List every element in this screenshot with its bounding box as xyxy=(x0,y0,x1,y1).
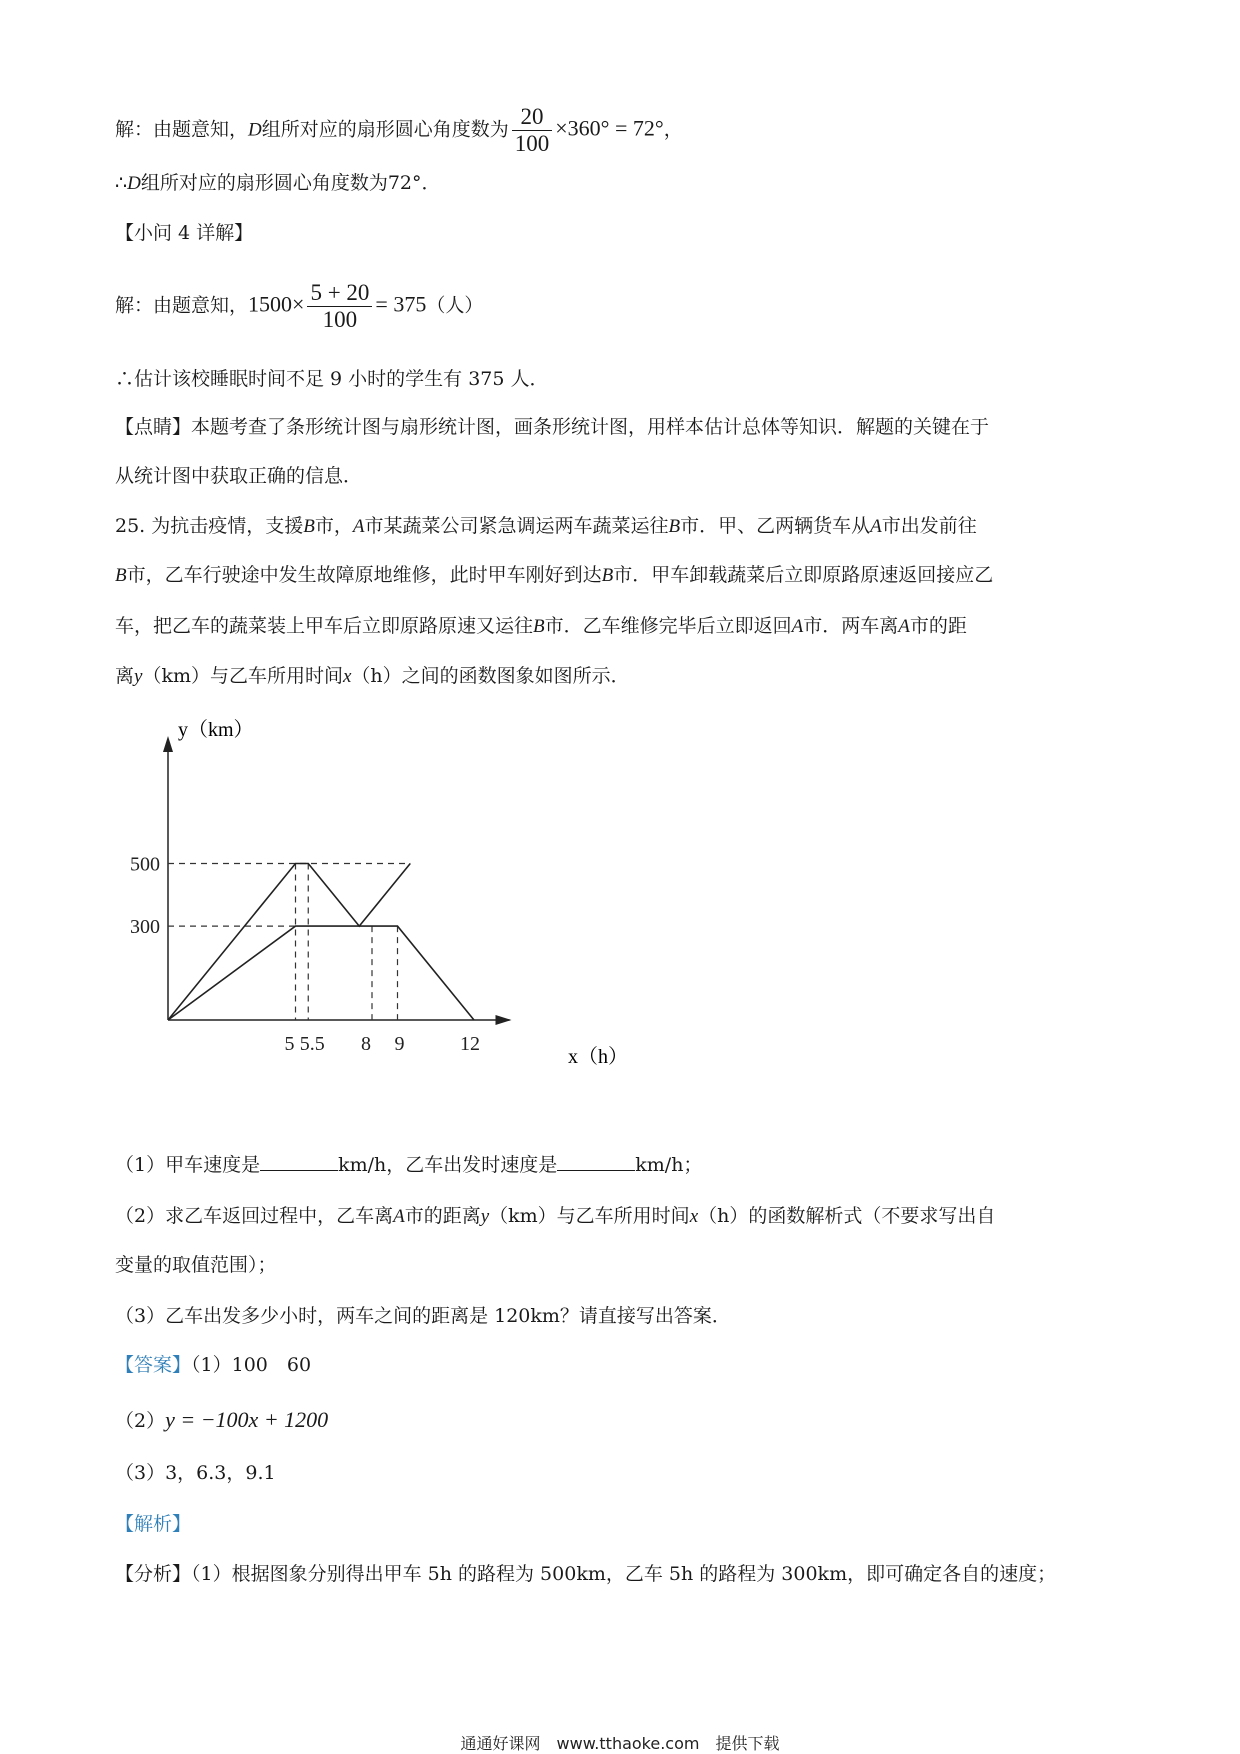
s3-frac-num: 20 xyxy=(512,104,553,131)
analysis-heading xyxy=(115,1509,191,1539)
sub-question-1 xyxy=(115,1150,702,1180)
city-a: A xyxy=(393,1206,405,1227)
x-tick-label: 5.5 xyxy=(299,1033,325,1055)
answer-blank-2[interactable] xyxy=(557,1150,635,1171)
var-y: y xyxy=(480,1206,490,1227)
q25-text: 25. 为抗击疫情，支援 xyxy=(115,515,304,537)
s4-frac-den: 100 xyxy=(322,307,358,332)
s4-expr-head: 1500× xyxy=(248,291,305,317)
sub2-text: （h）的函数解析式（不要求写出自 xyxy=(698,1205,996,1227)
sub1-text: （1）甲车速度是 xyxy=(115,1154,261,1176)
s3-text: 组所对应的扇形圆心角度数为 xyxy=(261,118,509,141)
answer-line-1 xyxy=(115,1350,311,1380)
q25-text: 市， xyxy=(314,515,353,537)
city-b: B xyxy=(115,565,127,586)
q25-text: （h）之间的函数图象如图所示． xyxy=(351,665,630,687)
s4-solution-line xyxy=(115,280,483,333)
q25-text: 市．乙车维修完毕后立即返回 xyxy=(544,615,792,637)
q25-text: 离 xyxy=(115,665,135,687)
s3-solution-line xyxy=(115,104,683,157)
y-tick-label: 300 xyxy=(130,916,160,939)
q25-text: （km）与乙车所用时间 xyxy=(142,665,343,687)
s3-var: D xyxy=(248,119,262,141)
q25-text: 市出发前往 xyxy=(881,515,977,537)
analysis-label: 【解析】 xyxy=(115,1513,192,1535)
s4-frac-num: 5 + 20 xyxy=(307,280,372,307)
q25-text: 市．两车离 xyxy=(803,615,899,637)
q25-line-1 xyxy=(115,511,977,542)
city-b: B xyxy=(601,565,614,586)
q25-text: 市的距 xyxy=(909,615,967,637)
s3-conclusion-text: 组所对应的扇形圆心角度数为72°． xyxy=(140,172,441,194)
sub-question-2-cont: 变量的取值范围）； xyxy=(115,1254,277,1276)
city-b: B xyxy=(533,616,545,637)
var-x: x xyxy=(342,666,352,687)
city-a: A xyxy=(791,616,804,637)
sub1-text: km/h； xyxy=(635,1154,703,1176)
tick-labels xyxy=(130,854,480,1056)
s3-prefix: 解：由题意知， xyxy=(115,118,249,141)
x-tick-label: 12 xyxy=(460,1033,480,1055)
sub1-text: km/h，乙车出发时速度是 xyxy=(338,1154,558,1176)
sub-question-3: （3）乙车出发多少小时，两车之间的距离是 120km？请直接写出答案． xyxy=(115,1305,731,1327)
axes xyxy=(163,736,512,1025)
analysis-line-1 xyxy=(115,1559,1056,1589)
city-b: B xyxy=(303,516,315,537)
comment-text-1: 本题考查了条形统计图与扇形统计图，画条形统计图，用样本估计总体等知识．解题的关键在于 xyxy=(191,416,990,438)
q25-text: 市．甲车卸载蔬菜后立即原路原速返回接应乙 xyxy=(613,564,994,586)
x-tick-label: 8 xyxy=(361,1033,371,1055)
y-axis-arrow xyxy=(163,736,173,752)
series-line-2 xyxy=(168,926,474,1020)
s3-end: ， xyxy=(663,118,683,141)
answer-line-2 xyxy=(115,1405,328,1436)
series-lines xyxy=(168,864,474,1021)
city-a: A xyxy=(352,516,365,537)
s3-conclusion xyxy=(115,168,441,199)
fenxi-text: （1）根据图象分别得出甲车 5h 的路程为 500km，乙车 5h 的路程为 300km，即可确定各自的速度； xyxy=(191,1563,1057,1585)
s4-conclusion: ∴估计该校睡眠时间不足 9 小时的学生有 375 人． xyxy=(115,368,549,390)
city-a: A xyxy=(870,516,882,537)
comment-line-2: 从统计图中获取正确的信息． xyxy=(115,465,363,487)
x-axis-arrow xyxy=(496,1015,512,1025)
answer-2-prefix: （2） xyxy=(115,1410,166,1432)
q25-text: 市．甲、乙两辆货车从 xyxy=(680,515,871,537)
sub2-text: （km）与乙车所用时间 xyxy=(489,1205,690,1227)
s4-unit: （人） xyxy=(426,294,484,317)
sub2-text: （2）求乙车返回过程中，乙车离 xyxy=(115,1205,394,1227)
distance-time-graph xyxy=(120,700,640,1070)
s4-fraction xyxy=(307,280,372,333)
answer-1: （1）100 60 xyxy=(191,1354,312,1376)
y-axis-label: y（km） xyxy=(178,719,254,741)
answer-blank-1[interactable] xyxy=(260,1150,338,1171)
comment-line-1 xyxy=(115,412,989,442)
city-b: B xyxy=(668,516,681,537)
q25-text: 车，把乙车的蔬菜装上甲车后立即原路原速又运往 xyxy=(115,615,534,637)
s3-expr: ×360° = 72° xyxy=(555,115,664,141)
x-axis-label: x（h） xyxy=(568,1046,628,1068)
page-footer: 通通好课网 www.tthaoke.com 提供下载 xyxy=(460,1734,780,1753)
comment-label: 【点睛】 xyxy=(115,416,192,438)
q25-line-3 xyxy=(115,611,967,642)
series-line-1 xyxy=(168,864,410,1021)
q25-line-2 xyxy=(115,560,993,591)
x-tick-label: 5 xyxy=(284,1033,295,1055)
fenxi-label: 【分析】 xyxy=(115,1563,192,1585)
answer-label: 【答案】 xyxy=(115,1354,192,1376)
therefore-symbol: ∴ xyxy=(115,172,128,194)
var-y: y xyxy=(134,666,143,687)
q25-text: 市，乙车行驶途中发生故障原地维修，此时甲车刚好到达 xyxy=(126,564,602,586)
x-tick-label: 9 xyxy=(394,1033,405,1055)
y-tick-label: 500 xyxy=(130,853,160,876)
sub-question-2 xyxy=(115,1201,995,1232)
s4-expr-tail: = 375 xyxy=(375,291,427,317)
city-a: A xyxy=(898,616,910,637)
q25-line-4 xyxy=(115,661,630,692)
s4-prefix: 解：由题意知， xyxy=(115,294,249,317)
answer-2-expr: y = −100x + 1200 xyxy=(165,1407,329,1432)
guide-lines xyxy=(168,864,410,1021)
answer-line-3: （3）3，6.3，9.1 xyxy=(115,1462,276,1484)
var-x: x xyxy=(689,1206,699,1227)
s4-heading: 【小问 4 详解】 xyxy=(115,222,254,244)
s3-conclusion-var: D xyxy=(127,173,141,194)
s3-frac-den: 100 xyxy=(514,131,550,156)
sub2-text: 市的距离 xyxy=(404,1205,481,1227)
q25-text: 市某蔬菜公司紧急调运两车蔬菜运往 xyxy=(364,515,669,537)
s3-fraction xyxy=(512,104,553,157)
